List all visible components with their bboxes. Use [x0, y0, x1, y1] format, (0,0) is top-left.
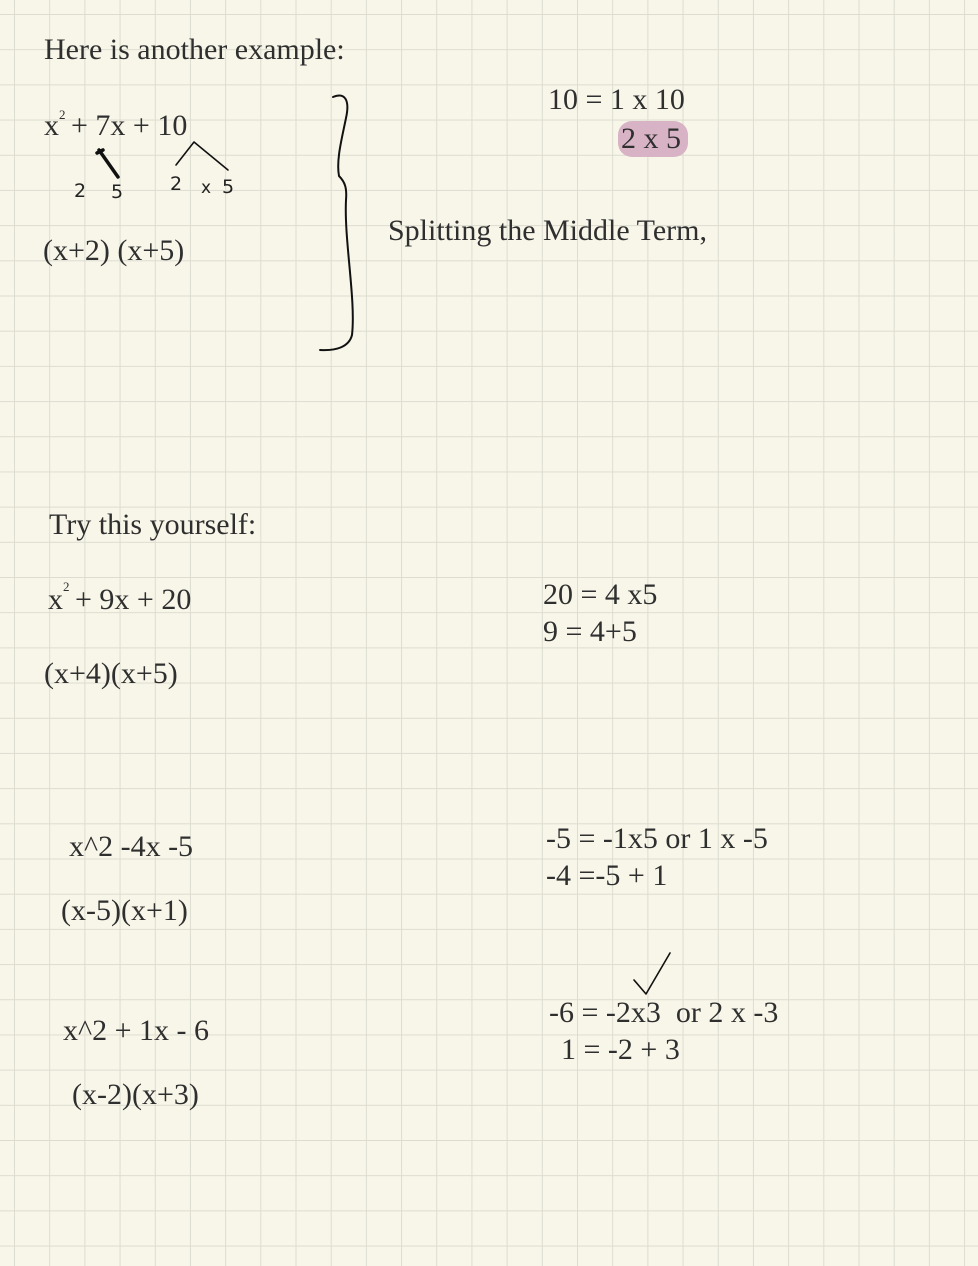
problem1-expr-exponent: 2 [63, 579, 70, 594]
example-factor-pairs-line1: 10 = 1 x 10 [548, 83, 685, 116]
example-expr-rest: + 7x + 10 [71, 109, 188, 142]
problem1-work-line2: 9 = 4+5 [543, 615, 637, 648]
tree-left-factor-b: 5 [111, 181, 124, 203]
method-label: Splitting the Middle Term, [388, 214, 707, 247]
example-factored-answer: (x+2) (x+5) [43, 234, 185, 267]
tree-right-branches [176, 142, 228, 170]
exercise-heading: Try this yourself: [49, 508, 257, 541]
curly-brace [320, 96, 353, 351]
tree-left-stroke [97, 150, 118, 177]
checkmark-icon [634, 953, 670, 994]
problem2-expression: x^2 -4x -5 [69, 830, 194, 863]
problem1-work-line1: 20 = 4 x5 [543, 578, 658, 611]
example-expr-base: x [44, 109, 59, 142]
problem2-answer: (x-5)(x+1) [61, 894, 188, 927]
example-heading: Here is another example: [44, 33, 345, 66]
tree-left-factor-a: 2 [74, 180, 87, 202]
example-expr-exponent: 2 [59, 107, 66, 122]
problem3-work-line1: -6 = -2x3 or 2 x -3 [549, 996, 779, 1029]
problem3-work-line2: 1 = -2 + 3 [561, 1033, 680, 1066]
problem1-expr-rest: + 9x + 20 [75, 583, 192, 616]
problem3-answer: (x-2)(x+3) [72, 1078, 199, 1111]
tree-right-factor-a: 2 [170, 173, 183, 195]
example-factor-pairs-line2: 2 x 5 [621, 122, 681, 155]
problem2-work-line2: -4 =-5 + 1 [546, 859, 668, 892]
problem1-answer: (x+4)(x+5) [44, 657, 178, 690]
problem1-expr-base: x [48, 583, 63, 616]
tree-right-factor-b: 5 [222, 176, 235, 198]
problem3-expression: x^2 + 1x - 6 [63, 1014, 209, 1047]
problem2-work-line1: -5 = -1x5 or 1 x -5 [546, 822, 768, 855]
tree-right-times: x [201, 178, 212, 198]
